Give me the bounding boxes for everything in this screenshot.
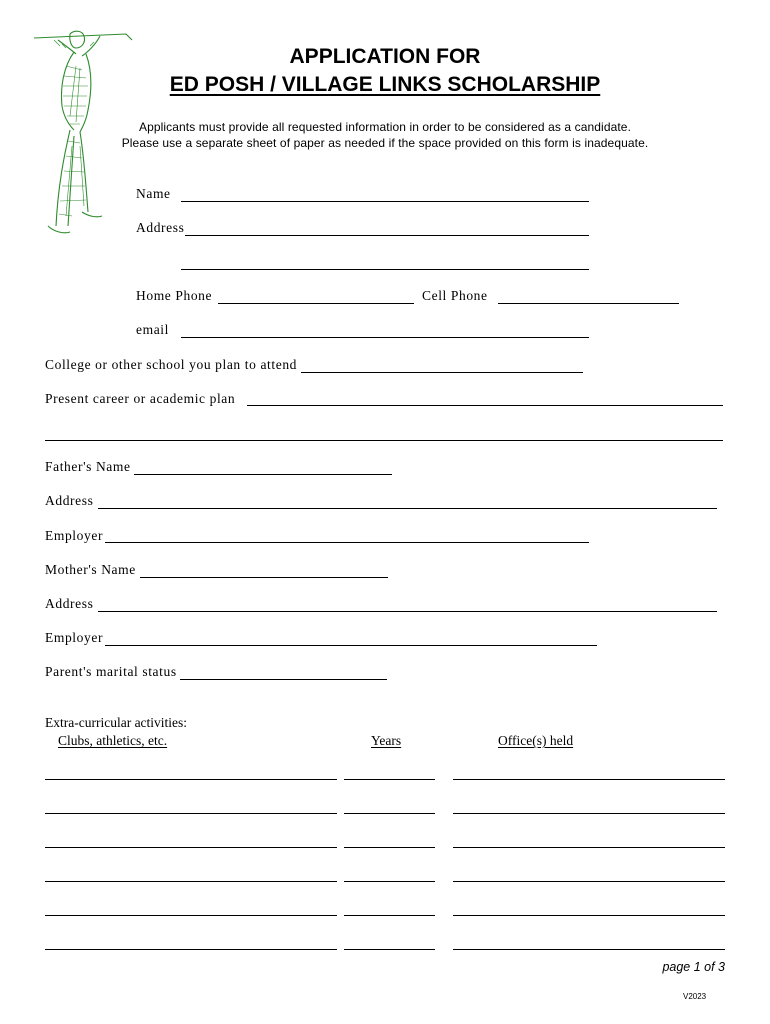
activity-years-field[interactable] bbox=[344, 915, 435, 916]
activity-club-field[interactable] bbox=[45, 847, 337, 848]
marital-status-label: Parent's marital status bbox=[45, 664, 177, 679]
mother-employer-field[interactable] bbox=[105, 645, 597, 646]
activities-heading: Extra-curricular activities: bbox=[45, 715, 188, 730]
intro-line-2: Please use a separate sheet of paper as needed if the space provided on this form is inadequate. bbox=[121, 136, 649, 150]
cell-phone-field[interactable] bbox=[498, 303, 679, 304]
mother-name-field[interactable] bbox=[140, 577, 388, 578]
activity-years-field[interactable] bbox=[344, 949, 435, 950]
email-label: email bbox=[136, 322, 169, 337]
plan-field[interactable] bbox=[247, 405, 723, 406]
plan-label: Present career or academic plan bbox=[45, 391, 236, 406]
version-label: V2023 bbox=[683, 992, 707, 1001]
activity-office-field[interactable] bbox=[453, 847, 725, 848]
activity-club-field[interactable] bbox=[45, 813, 337, 814]
address-label: Address bbox=[136, 220, 185, 235]
activity-club-field[interactable] bbox=[45, 881, 337, 882]
cell-phone-label: Cell Phone bbox=[422, 288, 488, 303]
activity-years-field[interactable] bbox=[344, 881, 435, 882]
father-name-field[interactable] bbox=[134, 474, 392, 475]
activity-office-field[interactable] bbox=[453, 881, 725, 882]
mother-address-label: Address bbox=[45, 596, 94, 611]
activity-years-field[interactable] bbox=[344, 847, 435, 848]
home-phone-label: Home Phone bbox=[136, 288, 213, 303]
mother-address-field[interactable] bbox=[98, 611, 717, 612]
activity-years-field[interactable] bbox=[344, 813, 435, 814]
father-address-field[interactable] bbox=[98, 508, 717, 509]
marital-status-field[interactable] bbox=[180, 679, 387, 680]
title-line-1: APPLICATION FOR bbox=[289, 45, 481, 68]
mother-employer-label: Employer bbox=[45, 630, 104, 645]
title-line-2-text: ED POSH / VILLAGE LINKS SCHOLARSHIP bbox=[169, 73, 601, 96]
column-offices: Office(s) held bbox=[498, 733, 574, 748]
activity-office-field[interactable] bbox=[453, 779, 725, 780]
college-field[interactable] bbox=[301, 372, 583, 373]
plan-field-line-2[interactable] bbox=[45, 440, 723, 441]
title-line-2 bbox=[0, 73, 770, 97]
name-field[interactable] bbox=[181, 201, 589, 202]
activity-office-field[interactable] bbox=[453, 915, 725, 916]
activity-club-field[interactable] bbox=[45, 915, 337, 916]
father-address-label: Address bbox=[45, 493, 94, 508]
name-label: Name bbox=[136, 186, 171, 201]
home-phone-field[interactable] bbox=[218, 303, 414, 304]
activity-club-field[interactable] bbox=[45, 949, 337, 950]
address-field-line-2[interactable] bbox=[181, 269, 589, 270]
email-field[interactable] bbox=[181, 337, 589, 338]
mother-name-label: Mother's Name bbox=[45, 562, 136, 577]
activity-club-field[interactable] bbox=[45, 779, 337, 780]
father-employer-field[interactable] bbox=[105, 542, 589, 543]
college-label: College or other school you plan to attend bbox=[45, 357, 298, 372]
activity-office-field[interactable] bbox=[453, 949, 725, 950]
activity-office-field[interactable] bbox=[453, 813, 725, 814]
page-number: page 1 of 3 bbox=[662, 960, 725, 974]
column-years: Years bbox=[371, 733, 402, 748]
address-field[interactable] bbox=[185, 235, 589, 236]
father-employer-label: Employer bbox=[45, 528, 104, 543]
intro-line-1: Applicants must provide all requested information in order to be considered as a candidate. bbox=[138, 120, 632, 134]
column-clubs: Clubs, athletics, etc. bbox=[58, 733, 168, 748]
activity-years-field[interactable] bbox=[344, 779, 435, 780]
father-name-label: Father's Name bbox=[45, 459, 131, 474]
